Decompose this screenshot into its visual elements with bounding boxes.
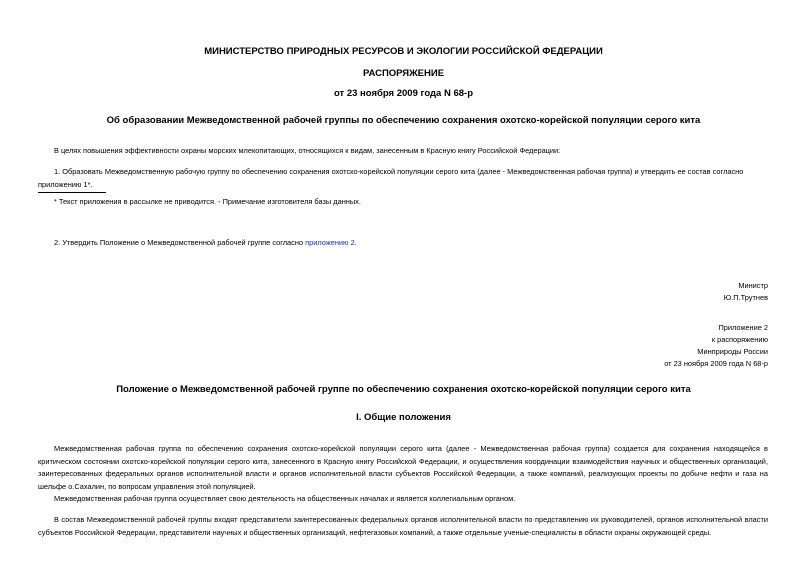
signature-position: Министр [738, 281, 768, 290]
section-title: I. Общие положения [356, 412, 451, 423]
item-2-suffix: . [354, 238, 357, 247]
annex-header-line-4: от 23 ноября 2009 года N 68-р [664, 359, 768, 368]
footnote-divider [38, 192, 106, 193]
annex-2-link[interactable]: приложению 2 [305, 238, 355, 247]
document-title: Об образовании Межведомственной рабочей группы по обеспечению сохранения охотско-корейской популяции серого кита [106, 115, 701, 126]
document-date-number: от 23 ноября 2009 года N 68-р [333, 88, 474, 99]
annex-header-line-2: к распоряжению [711, 335, 768, 344]
item-2-paragraph [54, 237, 774, 250]
item-2-prefix: 2. Утвердить Положение о Межведомственной рабочей группе согласно [54, 238, 306, 247]
general-provisions-paragraph-3: В состав Межведомственной рабочей группы входят представители заинтересованных федеральных органов исполнительной власти по представлению их руководителей, органов исполнительной власти субъектов Российской Федерации, представители научных и общественных организаций, нефтегазовых компаний, а также отдельные ученые-специалисты в области охраны окружающей среды. [38, 515, 768, 537]
annex-title: Положение о Межведомственной рабочей группе по обеспечению сохранения охотско-корейской популяции серого кита [116, 384, 691, 395]
signature-name: Ю.П.Трутнев [723, 293, 768, 302]
document-type-heading: РАСПОРЯЖЕНИЕ [362, 68, 445, 79]
item-1-paragraph: 1. Образовать Межведомственную рабочую группу по обеспечению сохранения охотско-корейской популяции серого кита (далее - Межведомственная рабочая группа) и утвердить ее состав согласно приложению 1*. [38, 167, 744, 189]
ministry-heading: МИНИСТЕРСТВО ПРИРОДНЫХ РЕСУРСОВ И ЭКОЛОГИИ РОССИЙСКОЙ ФЕДЕРАЦИИ [204, 46, 603, 57]
annex-header-line-3: Минприроды России [697, 347, 768, 356]
general-provisions-paragraph-2: Межведомственная рабочая группа осуществляет свою деятельность на общественных началах и является коллегиальным органом. [54, 494, 516, 503]
general-provisions-paragraph-1: Межведомственная рабочая группа по обеспечению сохранения охотско-корейской популяции серого кита (далее - Межведомственная рабочая группа) создается для сохранения находящейся в критическом состоянии охотско-корейской популяции серого кита, занесенного в Красную книгу Российской Федерации, и осуществления координации взаимодействия научных и общественных организаций, заинтересованных федеральных органов исполнительной власти и органов исполнительной власти субъектов Российской Федерации, а также компаний, реализующих проекты по добыче нефти и газа на шельфе о.Сахалин, по вопросам управления этой популяцией. [38, 444, 768, 491]
footnote-text: * Текст приложения в рассылке не приводится. - Примечание изготовителя базы данных. [54, 197, 361, 206]
annex-header-line-1: Приложение 2 [718, 323, 768, 332]
intro-paragraph: В целях повышения эффективности охраны морских млекопитающих, относящихся к видам, занесенным в Красную книгу Российской Федерации: [54, 146, 561, 155]
